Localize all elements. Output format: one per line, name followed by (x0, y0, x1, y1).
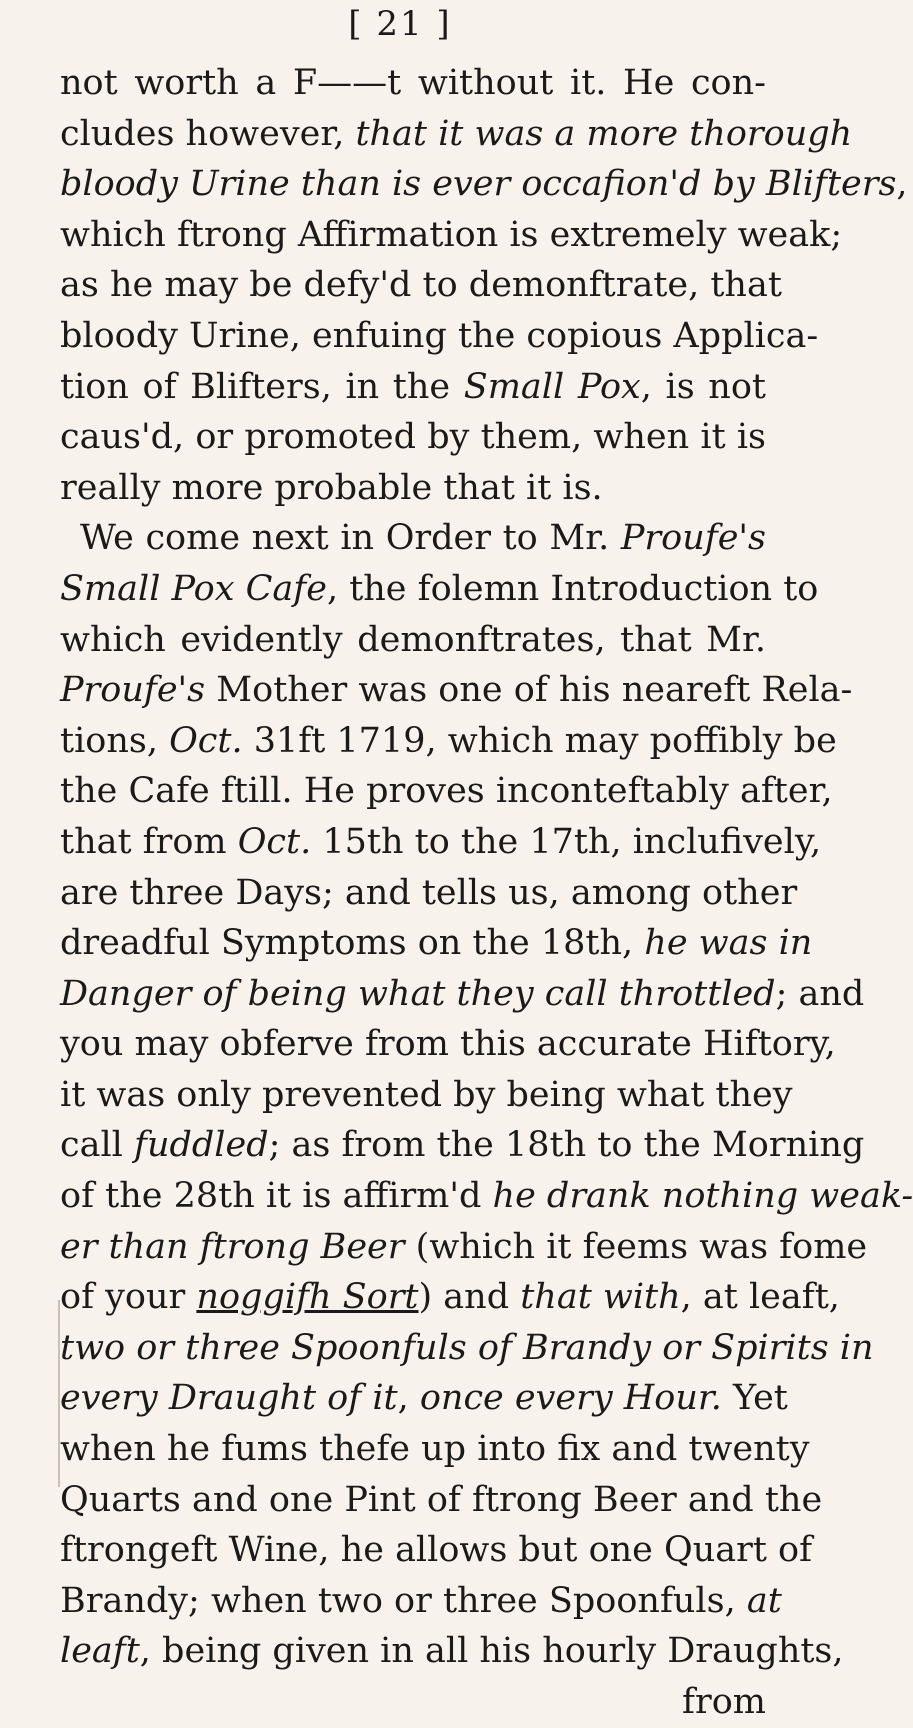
text-line-20: you may obferve from this accurate Hiftory, (60, 1024, 836, 1065)
text-line-6: bloody Urine, enfuing the copious Applica- (60, 315, 819, 356)
text-line-9: really more probable that it is. (60, 467, 603, 508)
text-line-30: ftrongeft Wine, he allows but one Quart of (60, 1530, 813, 1571)
text-line-31 (60, 1576, 782, 1627)
text-run: cludes however, (60, 113, 356, 154)
text-line-10 (60, 513, 766, 564)
italic-run: Proufe's (60, 670, 206, 711)
text-line-32 (60, 1626, 844, 1677)
text-line-1: not worth a F——t without it. He con- (60, 63, 766, 103)
text-run: ; as from the 18th to the Morning (268, 1125, 865, 1166)
text-run: We come next in Order to Mr. (80, 518, 621, 559)
text-line-28: when he fums thefe up into fix and twenty (60, 1429, 810, 1470)
text-line-13 (60, 665, 853, 716)
text-run: tion of Blifters, in the (60, 366, 464, 407)
text-line-24 (60, 1222, 868, 1273)
text-line-8: caus'd, or promoted by them, when it is (60, 417, 766, 458)
italic-run: Oct. (169, 720, 243, 761)
text-line-26 (60, 1323, 874, 1374)
text-line-14 (60, 716, 837, 767)
italic-run: Small Pox Cafe (60, 568, 327, 609)
text-line-11 (60, 564, 819, 615)
italic-run: two or three Spoonfuls of Brandy or Spirits in (60, 1327, 874, 1368)
page-number: [ 21 ] (348, 4, 452, 44)
text-run: , being given in all his hourly Draughts, (139, 1631, 844, 1672)
italic-run: bloody Urine than is ever occafion'd by Blifters (60, 164, 897, 205)
italic-run: that it was a more thorough (355, 113, 853, 154)
text-run: call (60, 1125, 134, 1166)
italic-run: he was in (644, 923, 813, 964)
text-run: , the folemn Introduction to (326, 568, 819, 609)
text-run: tions, (60, 720, 170, 761)
text-run: , at leaft, (680, 1277, 840, 1318)
text-run: that from (60, 821, 238, 862)
text-run: of your (60, 1277, 197, 1318)
italic-run: he drank nothing weak- (492, 1176, 913, 1217)
text-run: Yet (721, 1378, 788, 1419)
text-line-29: Quarts and one Pint of ftrong Beer and the (60, 1479, 823, 1520)
text-run: 31ft 1719, which may poffibly be (242, 720, 837, 761)
text-line-21: it was only prevented by being what they (60, 1074, 793, 1115)
italic-run: every Draught of it (60, 1378, 398, 1419)
text-run: Mother was one of his neareft Rela- (205, 670, 853, 711)
text-line-3 (60, 159, 908, 210)
text-run: , (896, 164, 908, 205)
text-run: , (397, 1378, 420, 1419)
text-line-4: which ftrong Affirmation is extremely weak; (60, 214, 843, 255)
text-run: Brandy; when two or three Spoonfuls, (60, 1580, 747, 1621)
gutter-shadow (58, 1300, 60, 1487)
text-run: , is not (640, 366, 766, 407)
italic-run: Proufe's (620, 518, 766, 559)
italic-run: leaft (60, 1631, 140, 1672)
text-line-7 (60, 362, 766, 413)
text-run: 15th to the 17th, inclufively, (311, 821, 822, 862)
italic-run: that with (520, 1277, 681, 1318)
text-line-16 (60, 817, 822, 868)
italic-run: Danger of being what they call throttled (60, 973, 776, 1014)
text-run: of the 28th it is affirm'd (60, 1176, 493, 1217)
italic-run: er than ftrong Beer (60, 1226, 405, 1267)
text-line-2 (60, 109, 853, 160)
text-line-25 (60, 1272, 840, 1323)
text-run: (which it feems was fome (404, 1226, 868, 1267)
text-line-19 (60, 969, 865, 1020)
italic-run: once every Hour. (419, 1378, 722, 1419)
catchword: from (682, 1682, 766, 1722)
text-line-27 (60, 1373, 788, 1424)
text-run: dreadful Symptoms on the 18th, (60, 923, 645, 964)
body-text (60, 58, 913, 1728)
italic-run: at (746, 1580, 782, 1621)
text-line-23 (60, 1171, 913, 1222)
text-line-5: as he may be defy'd to demonftrate, that (60, 265, 782, 306)
italic-run: fuddled (133, 1125, 269, 1166)
text-line-22 (60, 1120, 865, 1171)
text-line-17: are three Days; and tells us, among other (60, 872, 798, 913)
text-run: ; and (775, 973, 865, 1014)
text-run: ) and (418, 1277, 521, 1318)
italic-run: noggifh Sort (196, 1277, 419, 1318)
text-line-12: which evidently demonftrates, that Mr. (60, 619, 766, 660)
italic-run: Small Pox (463, 366, 641, 407)
italic-run: Oct. (237, 821, 312, 862)
text-line-15: the Cafe ftill. He proves inconteftably after, (60, 771, 833, 812)
text-line-18 (60, 918, 813, 969)
